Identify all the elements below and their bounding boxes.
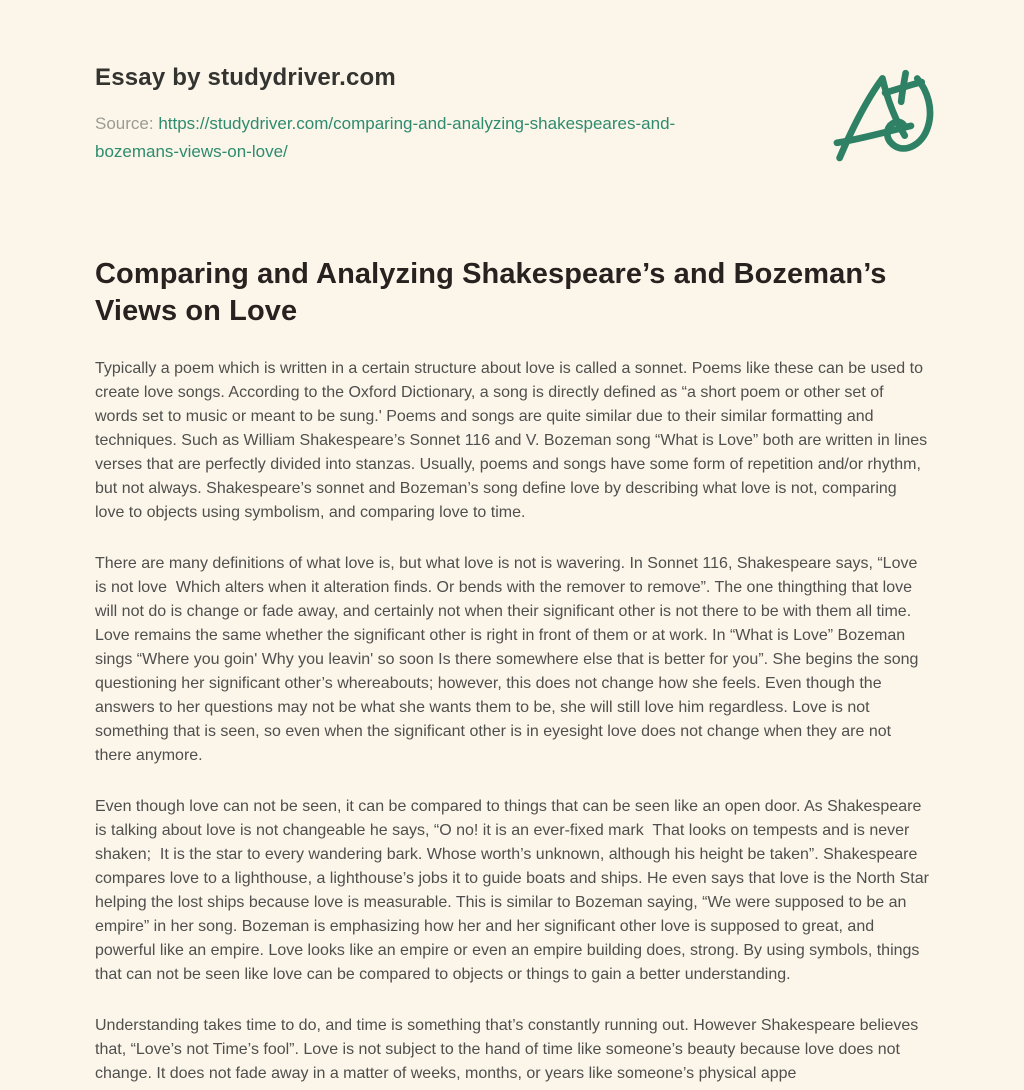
a-plus-logo-icon bbox=[828, 64, 944, 168]
essay-title: Comparing and Analyzing Shakespeare’s and Bozeman’s Views on Love bbox=[95, 258, 887, 327]
essay-body bbox=[95, 357, 934, 1086]
source-link[interactable]: https://studydriver.com/comparing-and-analyzing-shakespeares-and-bozemans-views-on-love/ bbox=[95, 114, 676, 161]
essay-paragraph: Even though love can not be seen, it can be compared to things that can be seen like an open door. As Shakespeare is talking about love is not changeable he says, “O no! it is an ever-fixed mark That looks on tempests and is never shaken; It is the star to every wandering bark. Whose worth’s unknown, although his height be taken”. Shakespeare compares love to a lighthouse, a lighthouse’s jobs it to guide boats and ships. He even says that love is the North Star helping the lost ships because love is measurable. This is similar to Bozeman saying, “We were supposed to be an empire” in her song. Bozeman is emphasizing how her and her significant other love is supposed to great, and powerful like an empire. Love looks like an empire or even an empire building does, strong. By using symbols, things that can not be seen like love can be compared to objects or things to gain a better understanding. bbox=[95, 798, 934, 983]
essay-paragraph: There are many definitions of what love is, but what love is not is wavering. In Sonnet 116, Shakespeare says, “Love is not love Which alters when it alteration finds. Or bends with the remover to remove”. The one thingthing that love will not do is change or fade away, and certainly not when their significant other is not there to be with them all time. Love remains the same whether the significant other is right in front of them or at work. In “What is Love” Bozeman sings “Where you goin' Why you leavin' so soon Is there somewhere else that is better for you”. She begins the song questioning her significant other’s whereabouts; however, this does not change how she feels. Even though the answers to her questions may not be what she wants them to be, she will still love him regardless. Love is not something that is seen, so even when the significant other is in eyesight love does not change when they are not there anymore. bbox=[95, 555, 923, 764]
source-line bbox=[95, 110, 735, 166]
essay-paragraph: Understanding takes time to do, and time is something that’s constantly running out. However Shakespeare believes that, “Love’s not Time’s fool”. Love is not subject to the hand of time like someone’s beauty because love does not change. It does not fade away in a matter of weeks, months, or years like someone’s physical appe bbox=[95, 1017, 923, 1082]
source-label: Source: bbox=[95, 114, 154, 133]
essay-paragraph: Typically a poem which is written in a certain structure about love is called a sonnet. Poems like these can be used to create love songs. According to the Oxford Dictionary, a song is directly defined as “a short poem or other set of words set to music or meant to be sung.' Poems and songs are quite similar due to their similar formatting and techniques. Such as William Shakespeare’s Sonnet 116 and V. Bozeman song “What is Love” both are written in lines verses that are perfectly divided into stanzas. Usually, poems and songs have some form of repetition and/or rhythm, but not always. Shakespeare’s sonnet and Bozeman’s song define love by describing what love is not, comparing love to objects using symbolism, and comparing love to time. bbox=[95, 360, 932, 521]
byline: Essay by studydriver.com bbox=[95, 64, 396, 91]
